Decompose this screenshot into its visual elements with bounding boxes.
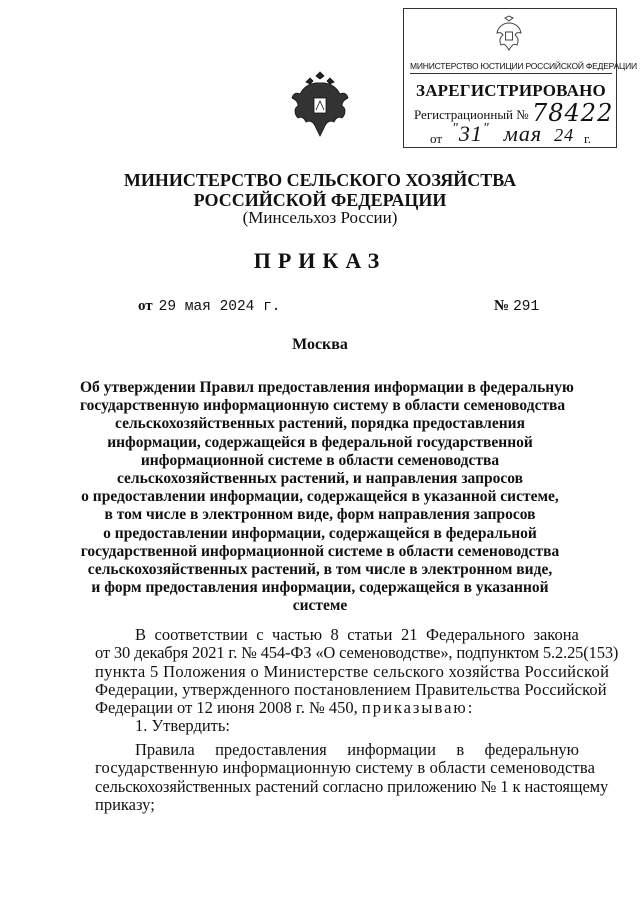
ministry-short-name: (Минсельхоз России) bbox=[242, 208, 398, 227]
word: В bbox=[135, 625, 147, 644]
stamp-date: "31" мая 24 bbox=[452, 121, 575, 146]
subject-line: о предоставлении информации, содержащейся в федеральной bbox=[103, 524, 537, 542]
word: 21 bbox=[400, 625, 418, 644]
stamp-day: 31 bbox=[458, 121, 483, 146]
order-date: 29 мая 2024 г. bbox=[158, 299, 281, 315]
paragraph-2-line-3: сельскохозяйственных растений согласно приложению № 1 к настоящему bbox=[95, 776, 609, 796]
paragraph-1-line-1 bbox=[95, 626, 579, 644]
word: Федерального bbox=[425, 625, 525, 644]
word: Правила bbox=[135, 740, 195, 759]
stamp-regnum-label: Регистрационный № bbox=[414, 107, 529, 122]
order-date-from-label: от bbox=[138, 298, 153, 314]
ministry-name bbox=[0, 170, 640, 210]
registration-stamp bbox=[403, 8, 637, 148]
paragraph-1-line-2: от 30 декабря 2021 г. № 454-ФЗ «О семеноводстве», подпунктом 5.2.25(153) bbox=[95, 643, 619, 663]
paragraph-1-line-4: Федерации, утвержденного постановлением Правительства Российской bbox=[95, 679, 607, 699]
paragraph-1-line-5-order-word: приказываю: bbox=[361, 698, 475, 718]
stamp-year-suffix: 24 bbox=[554, 125, 575, 145]
stamp-regnum-value: 78422 bbox=[532, 99, 614, 127]
subject-line: в том числе в электронном виде, форм направления запросов bbox=[104, 506, 536, 524]
subject-line: сельскохозяйственных растений, порядка предоставления bbox=[115, 415, 525, 433]
order-subject bbox=[80, 379, 574, 616]
subject-line: Об утверждении Правил предоставления информации в федеральную bbox=[80, 379, 574, 396]
order-title: ПРИКАЗ bbox=[253, 248, 387, 273]
word: соответствии bbox=[154, 625, 248, 644]
order-number-label: № bbox=[494, 298, 510, 314]
paragraph-1-line-5-prefix: Федерации от 12 июня 2008 г. № 450, bbox=[95, 698, 358, 718]
order-number-line bbox=[494, 298, 539, 315]
word: статьи bbox=[347, 625, 393, 644]
body-paragraph-2 bbox=[95, 740, 609, 814]
word: федеральную bbox=[484, 740, 579, 759]
subject-line: информации, содержащейся в федеральной государственной bbox=[107, 433, 533, 451]
subject-line: системе bbox=[292, 597, 348, 615]
word: частью bbox=[272, 625, 323, 644]
word: закона bbox=[533, 625, 579, 644]
body-paragraph-1 bbox=[95, 625, 619, 736]
paragraph-1-line-3: пункта 5 Положения о Министерстве сельского хозяйства Российской bbox=[95, 661, 610, 681]
item-1-label: 1. Утвердить: bbox=[135, 716, 230, 736]
stamp-emblem-icon bbox=[492, 15, 526, 53]
ministry-name-line2: РОССИЙСКОЙ ФЕДЕРАЦИИ bbox=[193, 190, 447, 210]
stamp-from-label: от bbox=[430, 131, 443, 146]
ministry-name-line1: МИНИСТЕРСТВО СЕЛЬСКОГО ХОЗЯЙСТВА bbox=[123, 170, 517, 190]
stamp-ministry-name: МИНИСТЕРСТВО ЮСТИЦИИ РОССИЙСКОЙ ФЕДЕРАЦИИ bbox=[410, 61, 612, 74]
order-number: 291 bbox=[513, 299, 540, 315]
word: 8 bbox=[330, 625, 339, 644]
stamp-year-g: г. bbox=[584, 131, 592, 146]
word: предоставления bbox=[215, 740, 327, 759]
subject-line: о предоставлении информации, содержащейся в указанной системе, bbox=[81, 488, 559, 506]
coat-of-arms-icon bbox=[290, 70, 350, 138]
paragraph-1-line-5 bbox=[95, 699, 579, 717]
subject-line: государственную информационную систему в области семеноводства bbox=[80, 397, 566, 415]
subject-line: сельскохозяйственных растений, в том числе в электронном виде, bbox=[87, 561, 553, 579]
subject-line: и форм предоставления информации, содержащейся в указанной bbox=[91, 579, 549, 597]
subject-line: государственной информационной системе в области семеноводства bbox=[80, 542, 560, 560]
order-city: Москва bbox=[292, 336, 348, 353]
stamp-registered-label: ЗАРЕГИСТРИРОВАНО bbox=[416, 81, 606, 100]
subject-line: сельскохозяйственных растений, и направления запросов bbox=[116, 470, 524, 488]
stamp-month: мая bbox=[503, 121, 543, 146]
word: с bbox=[256, 625, 264, 644]
paragraph-2-line-2: государственную информационную систему в области семеноводства bbox=[95, 758, 596, 778]
paragraph-2-line-4: приказу; bbox=[95, 794, 155, 814]
paragraph-2-line-1 bbox=[95, 741, 579, 759]
word: информации bbox=[347, 740, 436, 759]
word: в bbox=[456, 740, 465, 759]
order-date-line bbox=[138, 298, 281, 315]
subject-line: информационной системе в области семеноводства bbox=[140, 451, 500, 469]
